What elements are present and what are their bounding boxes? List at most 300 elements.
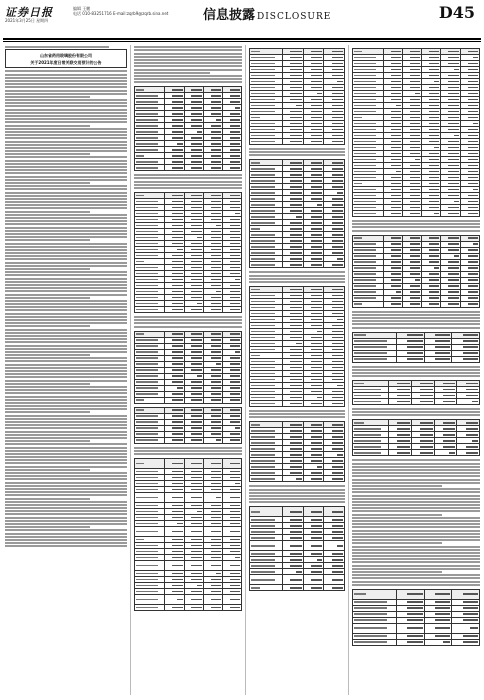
table-cell <box>250 470 283 475</box>
table-cell <box>441 133 460 138</box>
table-cell <box>324 523 345 528</box>
table-cell <box>250 476 283 481</box>
table-cell <box>223 271 242 276</box>
table-row <box>353 399 480 405</box>
table-cell <box>185 93 204 98</box>
table-cell <box>422 55 441 60</box>
table-cell <box>304 529 325 534</box>
table-cell <box>135 289 165 294</box>
text-line <box>5 513 127 515</box>
table-cell <box>135 571 165 576</box>
table-cell <box>384 199 403 204</box>
text-line <box>5 255 127 257</box>
table-cell <box>324 49 345 54</box>
table-cell <box>283 563 304 568</box>
table-cell <box>353 127 384 132</box>
text-line <box>352 414 480 416</box>
table-cell <box>441 79 460 84</box>
text-line <box>5 147 127 149</box>
text-line <box>249 151 345 153</box>
table-cell <box>250 353 283 358</box>
table-cell <box>304 353 325 358</box>
table-cell <box>441 151 460 156</box>
table-cell <box>461 163 480 168</box>
table-cell <box>283 377 304 382</box>
table-cell <box>384 157 403 162</box>
table-cell <box>135 555 165 560</box>
table-cell <box>422 242 441 247</box>
table-cell <box>135 487 165 492</box>
text-line <box>352 504 480 506</box>
text-line <box>5 542 127 544</box>
table-cell <box>250 166 283 171</box>
table-cell <box>304 517 325 522</box>
table-cell <box>384 55 403 60</box>
text-line <box>134 177 242 179</box>
table-cell <box>204 549 223 554</box>
table-cell <box>165 356 184 361</box>
table-cell <box>185 583 204 588</box>
table-cell <box>283 244 304 249</box>
table-cell <box>324 575 345 584</box>
table-cell <box>135 117 165 122</box>
text-line <box>352 411 480 413</box>
table-cell <box>403 103 422 108</box>
table-cell <box>304 341 325 346</box>
text-line <box>5 517 127 519</box>
table-cell <box>457 432 480 437</box>
table-cell <box>403 199 422 204</box>
table-cell <box>135 527 165 536</box>
table-cell <box>250 103 283 108</box>
table-cell <box>135 141 165 146</box>
text-line <box>5 383 90 385</box>
table-cell <box>204 515 223 520</box>
table-cell <box>185 459 204 468</box>
text-line <box>5 431 127 433</box>
text-line <box>5 80 127 82</box>
column-2 <box>134 45 242 695</box>
table-cell <box>441 61 460 66</box>
table-cell <box>165 481 184 486</box>
table-cell <box>384 236 403 241</box>
table-cell <box>135 374 165 379</box>
table-cell <box>185 265 204 270</box>
table-cell <box>422 236 441 241</box>
table-cell <box>283 371 304 376</box>
table-cell <box>304 208 325 213</box>
table-cell <box>250 244 283 249</box>
table-cell <box>461 121 480 126</box>
table-cell <box>384 115 403 120</box>
table-cell <box>422 211 441 216</box>
table-cell <box>384 121 403 126</box>
table-cell <box>165 549 184 554</box>
table-cell <box>389 438 412 443</box>
table-cell <box>403 109 422 114</box>
table-cell <box>353 278 384 283</box>
table-row <box>353 211 480 217</box>
table-cell <box>403 193 422 198</box>
table-cell <box>283 395 304 400</box>
table-cell <box>185 229 204 234</box>
table-cell <box>283 458 304 463</box>
table-cell <box>304 133 325 138</box>
table-cell <box>204 338 223 343</box>
table-cell <box>304 250 325 255</box>
table-cell <box>250 85 283 90</box>
text-line <box>134 65 242 67</box>
table-cell <box>204 253 223 258</box>
text-line <box>5 93 127 95</box>
table-cell <box>165 408 184 413</box>
table-cell <box>185 487 204 492</box>
table-cell <box>461 211 480 216</box>
text-line <box>5 96 90 98</box>
text-line <box>5 144 127 146</box>
table-cell <box>304 535 325 540</box>
table-cell <box>204 420 223 425</box>
table-cell <box>204 356 223 361</box>
table-cell <box>353 55 384 60</box>
table-cell <box>165 235 184 240</box>
table-cell <box>250 383 283 388</box>
text-line <box>5 211 90 213</box>
table-cell <box>283 115 304 120</box>
page-number: D45 <box>438 3 475 22</box>
table-cell <box>441 97 460 102</box>
table-cell <box>165 459 184 468</box>
table-cell <box>412 444 435 449</box>
text-line <box>5 354 90 356</box>
table-cell <box>461 181 480 186</box>
text-line <box>352 520 480 522</box>
table-cell <box>324 97 345 102</box>
text-line <box>5 437 127 439</box>
table-cell <box>223 605 242 610</box>
text-line <box>352 571 442 573</box>
table-cell <box>412 393 435 398</box>
table-cell <box>250 446 283 451</box>
table-cell <box>304 55 325 60</box>
table-cell <box>461 115 480 120</box>
table-cell <box>304 121 325 126</box>
table-cell <box>324 121 345 126</box>
table-cell <box>165 211 184 216</box>
text-line <box>5 230 127 232</box>
section-title-en: DISCLOSURE <box>257 12 332 22</box>
table-cell <box>397 333 425 338</box>
table-cell <box>135 398 165 403</box>
text-line <box>352 552 480 554</box>
table-cell <box>384 49 403 54</box>
table-cell <box>204 380 223 385</box>
table-cell <box>283 389 304 394</box>
text-line <box>5 105 127 107</box>
table-cell <box>422 205 441 210</box>
table-cell <box>324 428 345 433</box>
text-line <box>5 491 127 493</box>
text-line <box>352 530 480 532</box>
text-line <box>5 376 127 378</box>
table-cell <box>250 440 283 445</box>
table-cell <box>223 577 242 582</box>
text-line <box>352 510 480 512</box>
table-cell <box>185 247 204 252</box>
table-cell <box>461 103 480 108</box>
table-cell <box>185 123 204 128</box>
text-line <box>5 523 127 525</box>
table-cell <box>165 135 184 140</box>
text-line <box>352 327 480 329</box>
table-cell <box>412 420 435 425</box>
text-line <box>352 501 480 503</box>
table-cell <box>353 254 384 259</box>
table-cell <box>353 175 384 180</box>
table-cell <box>304 184 325 189</box>
table-cell <box>324 383 345 388</box>
table-cell <box>283 214 304 219</box>
table-cell <box>435 381 458 386</box>
table-cell <box>324 196 345 201</box>
page-header <box>3 3 481 39</box>
table-cell <box>135 515 165 520</box>
table-cell <box>324 377 345 382</box>
table-cell <box>403 272 422 277</box>
text-line <box>249 410 345 412</box>
table-cell <box>452 606 480 611</box>
table-cell <box>250 202 283 207</box>
table-cell <box>135 153 165 158</box>
table-cell <box>324 452 345 457</box>
table-cell <box>403 115 422 120</box>
table-cell <box>397 339 425 344</box>
table-cell <box>324 507 345 516</box>
table-cell <box>324 232 345 237</box>
table-cell <box>403 55 422 60</box>
table-cell <box>457 393 480 398</box>
table-cell <box>304 172 325 177</box>
table-cell <box>353 67 384 72</box>
table-cell <box>185 99 204 104</box>
table-cell <box>165 605 184 610</box>
table-cell <box>441 163 460 168</box>
column-1 <box>5 45 127 695</box>
table-cell <box>384 73 403 78</box>
table-cell <box>250 160 283 165</box>
table-cell <box>250 196 283 201</box>
table-cell <box>384 278 403 283</box>
table-cell <box>304 85 325 90</box>
table-cell <box>384 85 403 90</box>
text-line <box>5 348 127 350</box>
text-line <box>5 265 127 267</box>
text-line <box>5 137 127 139</box>
table-cell <box>283 61 304 66</box>
table-cell <box>384 193 403 198</box>
table-cell <box>204 117 223 122</box>
table-cell <box>452 590 480 599</box>
table-cell <box>304 178 325 183</box>
table-cell <box>135 503 165 508</box>
text-line <box>5 309 127 311</box>
table-cell <box>283 401 304 406</box>
table-cell <box>353 351 397 356</box>
table-cell <box>250 395 283 400</box>
text-line <box>5 462 127 464</box>
text-line <box>5 488 127 490</box>
table-cell <box>250 293 283 298</box>
table-cell <box>204 438 223 443</box>
table-cell <box>250 569 283 574</box>
text-line <box>5 306 127 308</box>
table-cell <box>353 290 384 295</box>
table-cell <box>204 283 223 288</box>
table-cell <box>304 541 325 550</box>
table-cell <box>435 432 458 437</box>
table-cell <box>185 344 204 349</box>
table-cell <box>135 235 165 240</box>
table-cell <box>185 307 204 312</box>
table-cell <box>250 133 283 138</box>
table-cell <box>422 139 441 144</box>
table-cell <box>250 341 283 346</box>
table-cell <box>324 529 345 534</box>
text-line <box>5 278 127 280</box>
table-cell <box>204 368 223 373</box>
table-cell <box>304 383 325 388</box>
table-cell <box>283 293 304 298</box>
table-cell <box>403 266 422 271</box>
table-cell <box>283 139 304 144</box>
text-line <box>5 396 127 398</box>
table-cell <box>353 387 389 392</box>
table-cell <box>204 543 223 548</box>
table-cell <box>250 389 283 394</box>
table-cell <box>223 481 242 486</box>
table-cell <box>185 493 204 502</box>
column-divider <box>245 45 246 695</box>
table-cell <box>422 67 441 72</box>
table-cell <box>353 242 384 247</box>
table-cell <box>324 335 345 340</box>
table-cell <box>250 317 283 322</box>
table-cell <box>353 381 389 386</box>
table-cell <box>422 302 441 307</box>
table-cell <box>389 432 412 437</box>
table-cell <box>185 414 204 419</box>
table-cell <box>422 290 441 295</box>
table-cell <box>304 470 325 475</box>
table-cell <box>165 475 184 480</box>
table-cell <box>324 557 345 562</box>
table-cell <box>165 105 184 110</box>
text-line <box>5 121 127 123</box>
text-line <box>5 364 127 366</box>
table-cell <box>324 401 345 406</box>
table-cell <box>250 311 283 316</box>
table-cell <box>435 393 458 398</box>
table-cell <box>461 248 480 253</box>
table-cell <box>304 557 325 562</box>
table-cell <box>283 103 304 108</box>
table-cell <box>461 97 480 102</box>
table-cell <box>441 199 460 204</box>
table-cell <box>223 87 242 92</box>
text-line <box>5 300 127 302</box>
text-line <box>5 252 127 254</box>
text-line <box>249 492 345 494</box>
table-cell <box>461 193 480 198</box>
text-line <box>5 329 127 331</box>
text-line <box>134 46 242 48</box>
financial-table <box>134 458 242 611</box>
table-cell <box>250 109 283 114</box>
table-cell <box>412 450 435 455</box>
text-line <box>5 370 127 372</box>
table-cell <box>403 296 422 301</box>
table-cell <box>403 139 422 144</box>
table-cell <box>250 541 283 550</box>
table-cell <box>165 426 184 431</box>
table-cell <box>250 49 283 54</box>
table-cell <box>250 121 283 126</box>
table-cell <box>441 145 460 150</box>
table-cell <box>185 289 204 294</box>
column-divider <box>130 45 131 695</box>
table-cell <box>304 452 325 457</box>
table-cell <box>165 153 184 158</box>
table-cell <box>403 133 422 138</box>
table-cell <box>135 159 165 164</box>
table-cell <box>223 105 242 110</box>
table-cell <box>425 612 453 617</box>
table-cell <box>135 93 165 98</box>
table-cell <box>304 458 325 463</box>
table-cell <box>135 380 165 385</box>
text-line <box>352 469 480 471</box>
text-line <box>5 281 127 283</box>
table-cell <box>223 277 242 282</box>
table-cell <box>204 414 223 419</box>
table-cell <box>384 163 403 168</box>
table-cell <box>441 248 460 253</box>
table-cell <box>353 169 384 174</box>
table-cell <box>165 247 184 252</box>
table-cell <box>283 166 304 171</box>
table-cell <box>135 129 165 134</box>
text-line <box>352 375 480 377</box>
table-cell <box>185 199 204 204</box>
table-cell <box>250 73 283 78</box>
table-row <box>250 476 345 482</box>
table-cell <box>441 302 460 307</box>
text-line <box>134 184 242 186</box>
table-cell <box>204 217 223 222</box>
table-cell <box>461 85 480 90</box>
table-cell <box>422 73 441 78</box>
table-cell <box>165 362 184 367</box>
text-line <box>5 418 127 420</box>
table-cell <box>403 248 422 253</box>
table-cell <box>384 133 403 138</box>
table-cell <box>461 236 480 241</box>
text-line <box>5 141 127 143</box>
table-cell <box>422 127 441 132</box>
table-cell <box>397 600 425 605</box>
table-cell <box>324 214 345 219</box>
table-cell <box>353 606 397 611</box>
